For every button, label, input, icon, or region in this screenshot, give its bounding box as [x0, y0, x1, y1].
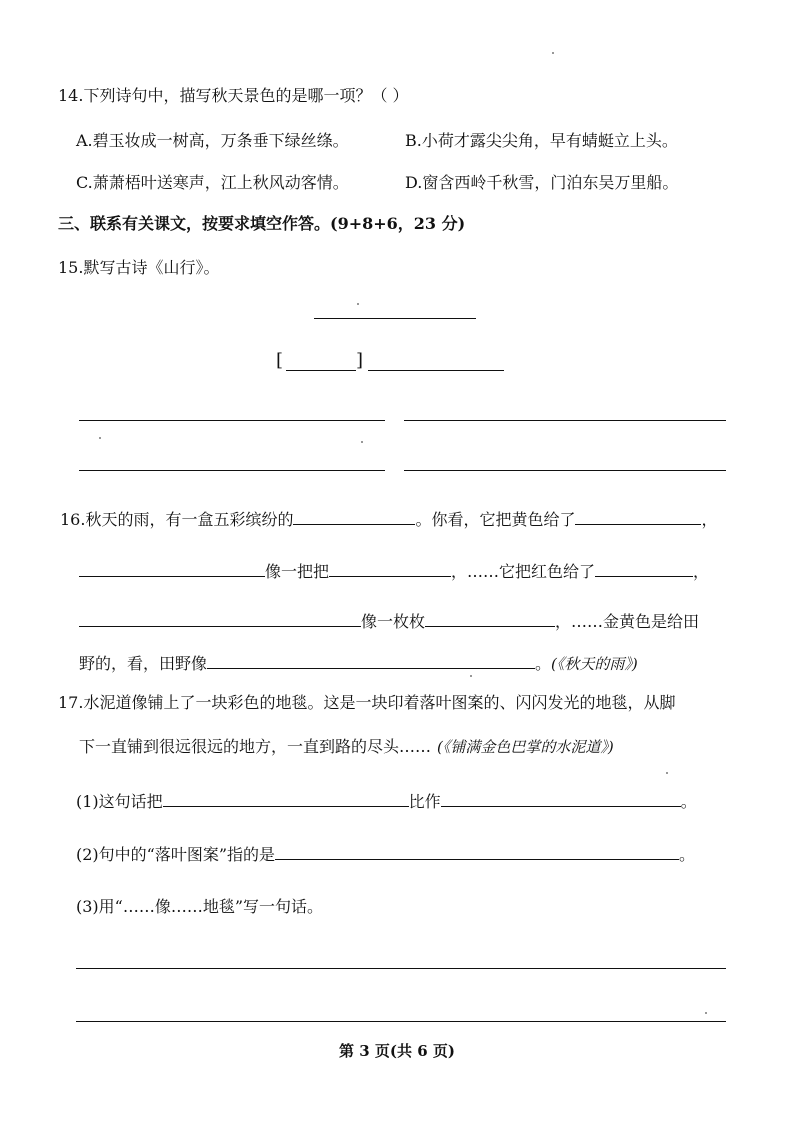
q17-sub-2-text: (2)句中的“落叶图案”指的是 — [76, 845, 276, 864]
poem-line-1-blank[interactable] — [79, 420, 385, 421]
q17-answer-line-1[interactable] — [76, 968, 726, 969]
q17-sub-1-text-2: 比作 — [408, 792, 441, 811]
q16-text-2: 。你看，它把黄色给了 — [415, 510, 576, 529]
q16-text-10: 。 — [535, 654, 552, 673]
q16-text-7: 像一枚枚 — [361, 612, 426, 631]
q17-sub-3: (3)用“……像……地毯”写一句话。 — [76, 897, 324, 916]
q17-passage-text-2: 下一直铺到很远很远的地方，一直到路的尽头…… — [79, 737, 432, 756]
q17-sub-1-blank-2[interactable] — [441, 790, 681, 807]
author-bracket-right: ] — [356, 350, 364, 371]
poem-title-blank[interactable] — [314, 318, 476, 319]
dynasty-blank[interactable] — [286, 370, 356, 371]
author-blank[interactable] — [368, 370, 504, 371]
scan-speck — [552, 52, 554, 54]
q16-source: (《秋天的雨》) — [551, 655, 638, 673]
q16-text-5: ，……它把红色给了 — [451, 562, 596, 581]
q16-line-3 — [79, 610, 699, 632]
q16-text-9: 野的，看，田野像 — [79, 654, 208, 673]
q17-sub-1-text-3: 。 — [680, 792, 697, 811]
q14-option-b: B.小荷才露尖尖角，早有蜻蜓立上头。 — [405, 131, 678, 150]
scan-speck — [705, 1012, 707, 1014]
q17-sub-1-text: (1)这句话把 — [76, 792, 163, 811]
scan-speck — [99, 437, 101, 439]
scan-speck — [361, 441, 363, 443]
q16-blank-5[interactable] — [595, 560, 693, 577]
q16-text-4: 像一把把 — [265, 562, 330, 581]
q15-stem: 15.默写古诗《山行》。 — [58, 258, 220, 277]
poem-line-3-blank[interactable] — [79, 470, 385, 471]
q14-option-a: A.碧玉妆成一树高，万条垂下绿丝绦。 — [76, 131, 349, 150]
q17-sub-2-text-2: 。 — [679, 845, 696, 864]
q17-sub-2-blank[interactable] — [275, 843, 679, 860]
q17-sub-2 — [76, 843, 695, 865]
q17-sub-1-blank-1[interactable] — [163, 790, 409, 807]
q14-option-c: C.萧萧梧叶送寒声，江上秋风动客情。 — [76, 173, 349, 192]
page-number: 第 3 页(共 6 页) — [339, 1042, 455, 1060]
q16-text-1: 16.秋天的雨，有一盒五彩缤纷的 — [60, 510, 294, 529]
q17-answer-line-2[interactable] — [76, 1021, 726, 1022]
q14-stem: 14.下列诗句中，描写秋天景色的是哪一项？（ ） — [58, 86, 409, 105]
q17-passage-line-1: 17.水泥道像铺上了一块彩色的地毯。这是一块印着落叶图案的、闪闪发光的地毯，从脚 — [58, 693, 676, 712]
q16-blank-2[interactable] — [575, 508, 701, 525]
q16-blank-4[interactable] — [329, 560, 451, 577]
scan-speck — [666, 772, 668, 774]
q16-line-1 — [60, 508, 717, 530]
q14-option-d: D.窗含西岭千秋雪，门泊东吴万里船。 — [405, 173, 679, 192]
q16-line-4 — [79, 652, 638, 674]
q17-source: (《铺满金色巴掌的水泥道》) — [437, 738, 614, 756]
q16-text-3: ， — [701, 510, 718, 529]
scan-speck — [357, 303, 359, 305]
q16-line-2 — [79, 560, 709, 582]
q16-blank-1[interactable] — [293, 508, 415, 525]
q17-sub-1 — [76, 790, 697, 812]
q16-blank-8[interactable] — [207, 652, 535, 669]
q16-text-6: ， — [693, 562, 710, 581]
q16-blank-6[interactable] — [79, 610, 361, 627]
section-3-heading: 三、联系有关课文，按要求填空作答。(9+8+6，23 分) — [58, 214, 466, 233]
q16-blank-7[interactable] — [425, 610, 555, 627]
author-bracket-left: [ — [276, 350, 284, 371]
poem-line-4-blank[interactable] — [404, 470, 726, 471]
poem-line-2-blank[interactable] — [404, 420, 726, 421]
scan-speck — [470, 675, 472, 677]
q16-blank-3[interactable] — [79, 560, 265, 577]
q16-text-8: ，……金黄色是给田 — [555, 612, 700, 631]
q17-passage-line-2 — [79, 737, 614, 757]
